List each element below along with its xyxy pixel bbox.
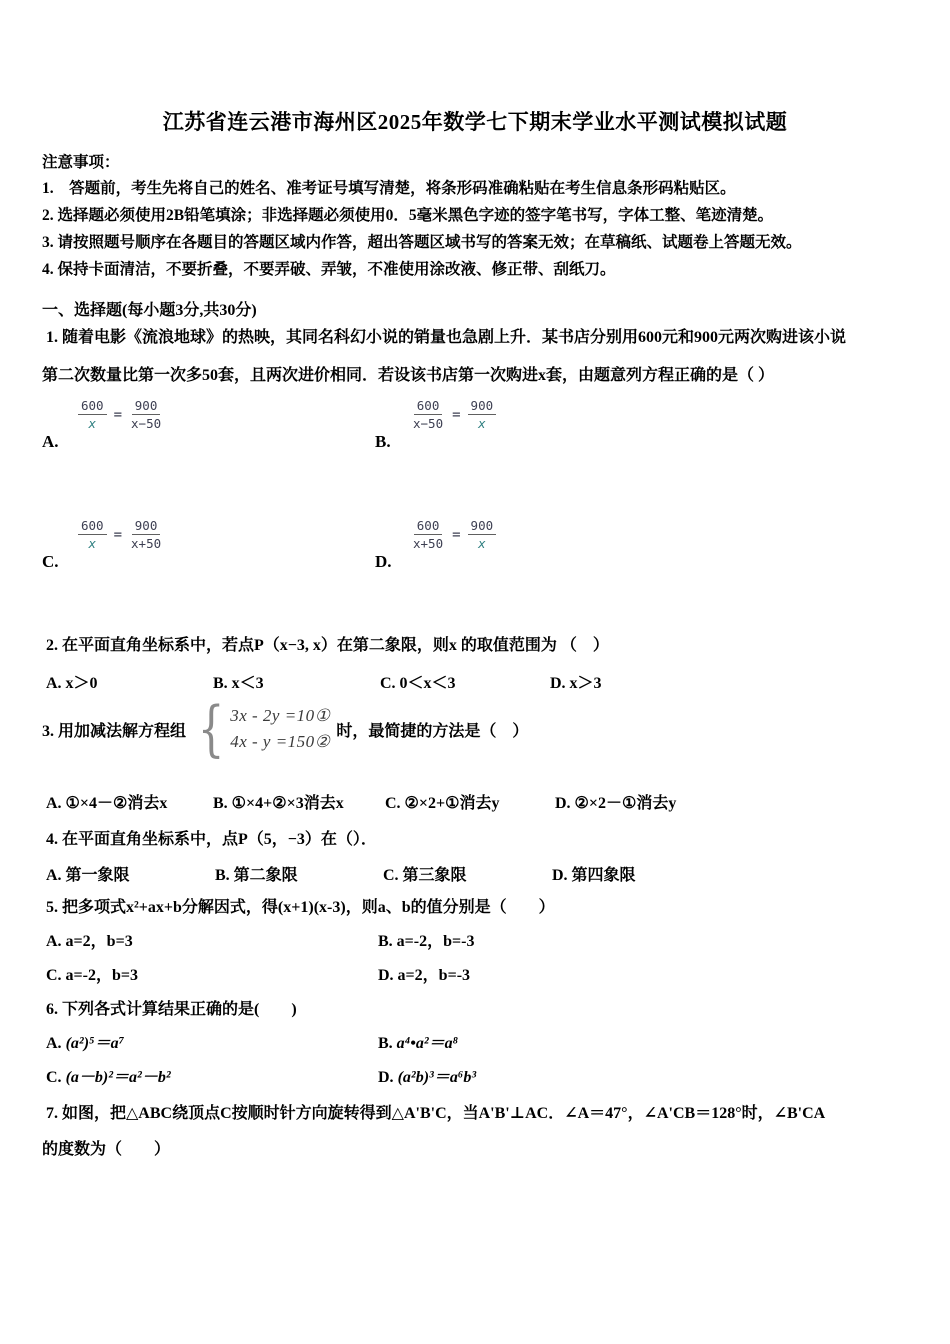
notice-item-4: 4. 保持卡面清洁，不要折叠，不要弄破、弄皱，不准使用涂改液、修正带、刮纸刀。 bbox=[42, 261, 616, 278]
q6-option-a bbox=[46, 1030, 124, 1053]
q1-option-c bbox=[42, 518, 372, 570]
q3-option-d: D. ②×2－①消去y bbox=[555, 795, 677, 812]
fraction-numerator: 900 bbox=[132, 398, 161, 415]
q4-option-d: D. 第四象限 bbox=[552, 867, 636, 884]
q6-option-c-label: C. bbox=[46, 1069, 62, 1086]
fraction-denominator: x bbox=[88, 416, 97, 431]
q1-option-c-label: C. bbox=[42, 552, 59, 571]
fraction bbox=[129, 518, 163, 551]
q4-option-b: B. 第二象限 bbox=[215, 867, 298, 884]
left-brace-icon: { bbox=[197, 694, 225, 764]
q7-text-line1: 7. 如图，把△ABC绕顶点C按顺时针方向旋转得到△A'B'C，当A'B'⊥AC．∠A＝47°，∠A'CB＝128°时，∠B'CA bbox=[46, 1105, 826, 1122]
section-1-heading: 一、选择题(每小题3分,共30分) bbox=[42, 302, 257, 319]
fraction-numerator: 900 bbox=[468, 518, 497, 535]
q2-option-a: A. x＞0 bbox=[46, 675, 98, 692]
fraction-numerator: 600 bbox=[414, 398, 443, 415]
q6-option-c bbox=[46, 1064, 171, 1087]
q6-option-b-label: B. bbox=[378, 1035, 393, 1052]
q6-option-a-formula: (a²)⁵＝a⁷ bbox=[65, 1035, 125, 1052]
q6-option-a-label: A. bbox=[46, 1035, 62, 1052]
fraction bbox=[411, 398, 445, 431]
equals-sign: = bbox=[113, 526, 123, 543]
q2-text: 2. 在平面直角坐标系中，若点P（x−3, x）在第二象限，则x 的取值范围为 （ ） bbox=[46, 637, 609, 654]
q6-option-d bbox=[378, 1064, 476, 1087]
q1-text-line2: 第二次数量比第一次多50套，且两次进价相同．若设该书店第一次购进x套，由题意列方程正确的是（ ） bbox=[42, 367, 775, 384]
q1-option-c-equation bbox=[78, 518, 163, 551]
fraction-numerator: 600 bbox=[414, 518, 443, 535]
q5-text: 5. 把多项式x²+ax+b分解因式，得(x+1)(x-3)，则a、b的值分别是（ ） bbox=[46, 899, 555, 916]
q5-option-c: C. a=-2，b=3 bbox=[46, 967, 139, 984]
fraction-denominator: x+50 bbox=[131, 536, 162, 551]
fraction bbox=[468, 518, 497, 551]
q2-option-c: C. 0＜x＜3 bbox=[380, 675, 456, 692]
q6-text: 6. 下列各式计算结果正确的是( ) bbox=[46, 1001, 297, 1018]
q5-option-a: A. a=2，b=3 bbox=[46, 933, 133, 950]
q1-option-a-label: A. bbox=[42, 432, 59, 451]
q6-option-c-formula: (a－b)²＝a²－b² bbox=[65, 1069, 171, 1086]
q1-text-line1: 1. 随着电影《流浪地球》的热映，其同名科幻小说的销量也急剧上升．某书店分别用600元和900元两次购进该小说 bbox=[46, 329, 847, 346]
q6-option-d-label: D. bbox=[378, 1069, 394, 1086]
fraction bbox=[129, 398, 163, 431]
q4-text: 4. 在平面直角坐标系中，点P（5，−3）在（）． bbox=[46, 831, 377, 848]
q3-prefix: 3. 用加减法解方程组 bbox=[42, 722, 187, 740]
q1-option-a-equation bbox=[78, 398, 163, 431]
fraction-denominator: x bbox=[478, 536, 486, 551]
equals-sign: = bbox=[113, 406, 123, 423]
system-lines bbox=[230, 703, 330, 755]
q1-option-b-equation bbox=[411, 398, 496, 431]
q1-option-d-equation bbox=[411, 518, 496, 551]
fraction-denominator: x−50 bbox=[131, 416, 162, 431]
q3-option-b: B. ①×4+②×3消去x bbox=[213, 795, 344, 812]
q4-option-c: C. 第三象限 bbox=[383, 867, 467, 884]
fraction bbox=[411, 518, 445, 551]
q3-equation-system bbox=[192, 694, 331, 764]
fraction-denominator: x+50 bbox=[413, 536, 444, 551]
q3-option-c: C. ②×2+①消去y bbox=[385, 795, 500, 812]
q3-suffix: 时，最简捷的方法是（ ） bbox=[336, 722, 529, 740]
fraction bbox=[78, 398, 107, 431]
q4-option-a: A. 第一象限 bbox=[46, 867, 130, 884]
fraction bbox=[78, 518, 107, 551]
q1-option-b-label: B. bbox=[375, 432, 391, 451]
q1-option-d bbox=[375, 518, 705, 570]
q1-option-b bbox=[375, 398, 705, 450]
fraction-denominator: x bbox=[478, 416, 486, 431]
fraction-numerator: 900 bbox=[468, 398, 497, 415]
fraction-numerator: 600 bbox=[78, 518, 107, 535]
system-equation-2: 4x - y =150② bbox=[230, 732, 331, 751]
page-title: 江苏省连云港市海州区2025年数学七下期末学业水平测试模拟试题 bbox=[162, 110, 788, 134]
q7-text-line2: 的度数为（ ） bbox=[42, 1141, 171, 1158]
equals-sign: = bbox=[452, 406, 461, 423]
q5-option-d: D. a=2，b=-3 bbox=[378, 967, 471, 984]
equals-sign: = bbox=[452, 526, 461, 543]
system-equation-1: 3x - 2y =10① bbox=[230, 706, 331, 725]
notice-item-3: 3. 请按照题号顺序在各题目的答题区域内作答，超出答题区域书写的答案无效；在草稿纸、试题卷上答题无效。 bbox=[42, 234, 802, 251]
notice-heading: 注意事项： bbox=[42, 154, 120, 171]
q3-text bbox=[42, 694, 529, 764]
q1-option-d-label: D. bbox=[375, 552, 392, 571]
fraction-denominator: x bbox=[88, 536, 97, 551]
fraction-numerator: 900 bbox=[132, 518, 161, 535]
q6-option-d-formula: (a²b)³＝a⁶b³ bbox=[397, 1069, 477, 1086]
notice-item-2: 2. 选择题必须使用2B铅笔填涂；非选择题必须使用0．5毫米黑色字迹的签字笔书写，字体工整、笔迹清楚。 bbox=[42, 207, 774, 224]
q6-option-b-formula: a⁴•a²＝a⁸ bbox=[396, 1035, 459, 1052]
q5-option-b: B. a=-2，b=-3 bbox=[378, 933, 475, 950]
fraction bbox=[468, 398, 497, 431]
fraction-numerator: 600 bbox=[78, 398, 107, 415]
q3-option-a: A. ①×4－②消去x bbox=[46, 795, 168, 812]
q6-option-b bbox=[378, 1030, 458, 1053]
fraction-denominator: x−50 bbox=[413, 416, 444, 431]
q2-option-b: B. x＜3 bbox=[213, 675, 264, 692]
notice-item-1: 1. 答题前，考生先将自己的姓名、准考证号填写清楚，将条形码准确粘贴在考生信息条形码粘贴区。 bbox=[42, 180, 736, 197]
q1-option-a bbox=[42, 398, 372, 450]
q2-option-d: D. x＞3 bbox=[550, 675, 602, 692]
